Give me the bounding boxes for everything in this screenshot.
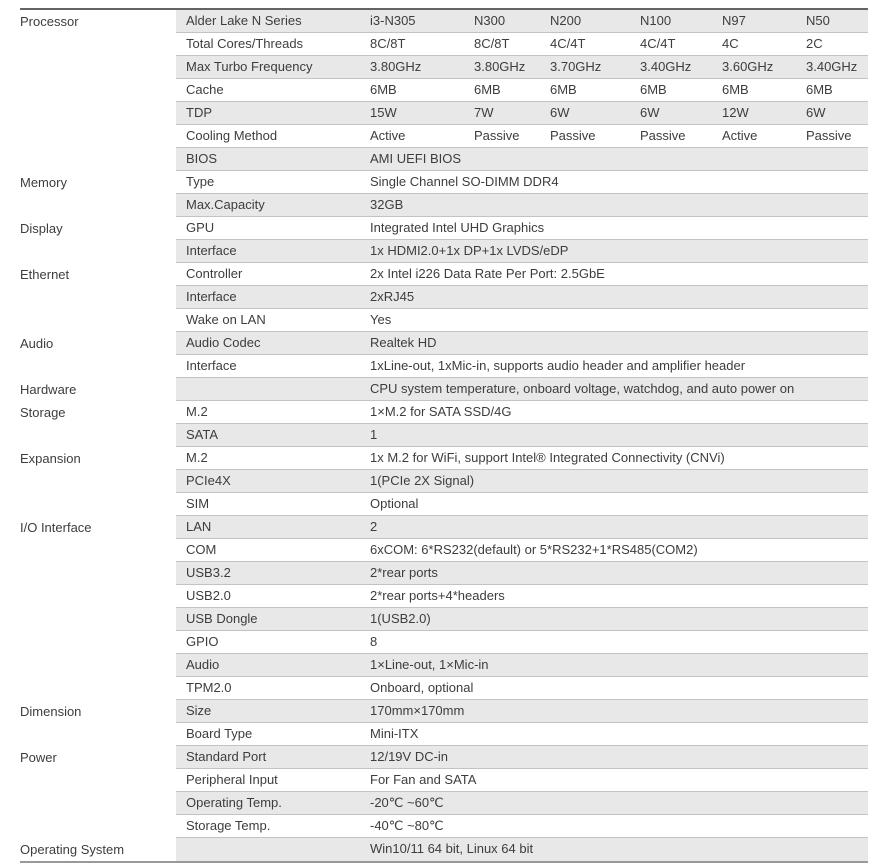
spec-key: GPU: [186, 220, 215, 235]
category-label: Storage: [20, 401, 176, 424]
category-label: I/O Interface: [20, 516, 176, 539]
spec-value: 1(PCIe 2X Signal): [370, 473, 475, 488]
spec-values: [370, 217, 868, 239]
spec-row-band: [176, 585, 868, 608]
spec-row-band: [176, 263, 868, 286]
category-spacer: [20, 355, 176, 378]
category-spacer: [20, 286, 176, 309]
category-label: Operating System: [20, 838, 176, 861]
category-label: Audio: [20, 332, 176, 355]
spec-values: [370, 608, 868, 630]
spec-key: USB Dongle: [186, 611, 258, 626]
spec-key: USB2.0: [186, 588, 231, 603]
spec-row-band: [176, 171, 868, 194]
spec-value: N97: [722, 13, 746, 28]
spec-value: 12W: [722, 105, 749, 120]
spec-row-band: [176, 309, 868, 332]
spec-values: [370, 332, 868, 354]
spec-values: [370, 401, 868, 423]
spec-row: [20, 194, 868, 217]
spec-key: Total Cores/Threads: [186, 36, 304, 51]
spec-value: Passive: [806, 128, 852, 143]
spec-row-band: [176, 539, 868, 562]
spec-key: SIM: [186, 496, 210, 511]
spec-row-band: [176, 10, 868, 33]
spec-key: Interface: [186, 358, 237, 373]
spec-values: [370, 33, 868, 55]
spec-row: [20, 769, 868, 792]
spec-row: [20, 447, 868, 470]
spec-value: 8C/8T: [370, 36, 406, 51]
category-spacer: [20, 79, 176, 102]
category-spacer: [20, 654, 176, 677]
spec-row: [20, 585, 868, 608]
spec-values: [370, 654, 868, 676]
spec-key: M.2: [186, 404, 208, 419]
spec-values: [370, 585, 868, 607]
spec-key: COM: [186, 542, 217, 557]
spec-value: Realtek HD: [370, 335, 437, 350]
category-spacer: [20, 56, 176, 79]
spec-value: N50: [806, 13, 830, 28]
spec-row: [20, 125, 868, 148]
spec-value: 4C/4T: [640, 36, 676, 51]
spec-value: N100: [640, 13, 672, 28]
spec-values: [370, 10, 868, 32]
spec-value: 6MB: [550, 82, 577, 97]
spec-value: 6MB: [640, 82, 667, 97]
spec-row-band: [176, 148, 868, 171]
spec-row-band: [176, 654, 868, 677]
spec-row-band: [176, 33, 868, 56]
spec-key: BIOS: [186, 151, 218, 166]
spec-value: Active: [722, 128, 758, 143]
spec-key: Storage Temp.: [186, 818, 271, 833]
spec-row-band: [176, 516, 868, 539]
spec-row: [20, 792, 868, 815]
spec-row: [20, 838, 868, 861]
spec-value: 3.40GHz: [806, 59, 858, 74]
spec-value: 2C: [806, 36, 823, 51]
spec-row-band: [176, 792, 868, 815]
spec-values: [370, 79, 868, 101]
spec-row: [20, 700, 868, 723]
spec-values: [370, 815, 868, 837]
category-spacer: [20, 769, 176, 792]
spec-row: [20, 815, 868, 838]
category-spacer: [20, 493, 176, 516]
spec-value: 170mm×170mm: [370, 703, 465, 718]
spec-row: [20, 493, 868, 516]
spec-value: 2*rear ports: [370, 565, 438, 580]
spec-values: [370, 102, 868, 124]
spec-key: USB3.2: [186, 565, 231, 580]
spec-row: [20, 240, 868, 263]
spec-row-band: [176, 562, 868, 585]
spec-value: N200: [550, 13, 582, 28]
spec-values: [370, 309, 868, 331]
category-spacer: [20, 424, 176, 447]
spec-row-band: [176, 493, 868, 516]
spec-value: Active: [370, 128, 406, 143]
spec-row: [20, 401, 868, 424]
spec-values: [370, 700, 868, 722]
category-label: Memory: [20, 171, 176, 194]
spec-key: Size: [186, 703, 212, 718]
spec-values: [370, 539, 868, 561]
category-spacer: [20, 240, 176, 263]
spec-value: Integrated Intel UHD Graphics: [370, 220, 545, 235]
category-label: Power: [20, 746, 176, 769]
category-spacer: [20, 309, 176, 332]
spec-row: [20, 746, 868, 769]
spec-key: [176, 838, 370, 861]
spec-values: [370, 171, 868, 193]
spec-row: [20, 171, 868, 194]
spec-row: [20, 723, 868, 746]
spec-key: Interface: [186, 289, 237, 304]
spec-values: [370, 838, 868, 861]
spec-row: [20, 263, 868, 286]
spec-row: [20, 355, 868, 378]
spec-value: Single Channel SO-DIMM DDR4: [370, 174, 559, 189]
category-spacer: [20, 33, 176, 56]
spec-row-band: [176, 102, 868, 125]
spec-values: [370, 746, 868, 768]
spec-values: [370, 769, 868, 791]
spec-value: 1: [370, 427, 378, 442]
category-spacer: [20, 815, 176, 838]
spec-row-band: [176, 700, 868, 723]
spec-row: [20, 654, 868, 677]
spec-row: [20, 217, 868, 240]
spec-row: [20, 631, 868, 654]
spec-row-band: [176, 286, 868, 309]
spec-row-band: [176, 332, 868, 355]
spec-values: [370, 56, 868, 78]
category-label: Hardware: [20, 378, 176, 401]
spec-row-band: [176, 769, 868, 792]
category-spacer: [20, 608, 176, 631]
category-label: Expansion: [20, 447, 176, 470]
category-spacer: [20, 148, 176, 171]
spec-key: Board Type: [186, 726, 253, 741]
spec-key: Audio Codec: [186, 335, 261, 350]
spec-key: Max Turbo Frequency: [186, 59, 313, 74]
category-label: Display: [20, 217, 176, 240]
spec-key: TDP: [186, 105, 212, 120]
spec-key: Interface: [186, 243, 237, 258]
spec-values: [370, 470, 868, 492]
spec-row-band: [176, 608, 868, 631]
spec-value: 4C: [722, 36, 739, 51]
spec-value: CPU system temperature, onboard voltage, watchdog, and auto power on: [370, 381, 795, 396]
spec-row: [20, 516, 868, 539]
spec-key: Wake on LAN: [186, 312, 266, 327]
spec-value: AMI UEFI BIOS: [370, 151, 462, 166]
spec-value: 6MB: [474, 82, 501, 97]
category-spacer: [20, 585, 176, 608]
spec-value: For Fan and SATA: [370, 772, 477, 787]
spec-key: Operating Temp.: [186, 795, 282, 810]
category-spacer: [20, 631, 176, 654]
spec-value: 1xLine-out, 1xMic-in, supports audio header and amplifier header: [370, 358, 746, 373]
spec-row: [20, 286, 868, 309]
spec-value: 6W: [640, 105, 660, 120]
spec-row: [20, 424, 868, 447]
spec-value: 15W: [370, 105, 397, 120]
category-spacer: [20, 125, 176, 148]
spec-value: N300: [474, 13, 506, 28]
spec-value: 3.60GHz: [722, 59, 774, 74]
spec-value: 8: [370, 634, 378, 649]
spec-value: 4C/4T: [550, 36, 586, 51]
spec-key: Peripheral Input: [186, 772, 278, 787]
category-spacer: [20, 677, 176, 700]
spec-row-band: [176, 125, 868, 148]
spec-value: 3.40GHz: [640, 59, 692, 74]
spec-row-band: [176, 240, 868, 263]
category-spacer: [20, 539, 176, 562]
spec-key: [176, 378, 370, 400]
category-spacer: [20, 723, 176, 746]
spec-value: i3-N305: [370, 13, 416, 28]
spec-values: [370, 148, 868, 170]
spec-row: [20, 309, 868, 332]
spec-key: Audio: [186, 657, 220, 672]
spec-row: [20, 562, 868, 585]
spec-row-band: [176, 470, 868, 493]
spec-key: M.2: [186, 450, 208, 465]
spec-values: [370, 240, 868, 262]
spec-value: Yes: [370, 312, 392, 327]
spec-values: [370, 677, 868, 699]
spec-values: [370, 723, 868, 745]
spec-values: [370, 562, 868, 584]
spec-values: [370, 286, 868, 308]
spec-row-band: [176, 723, 868, 746]
spec-values: [370, 424, 868, 446]
spec-row-band: [176, 355, 868, 378]
spec-key: Cache: [186, 82, 224, 97]
spec-value: 6xCOM: 6*RS232(default) or 5*RS232+1*RS485(COM2): [370, 542, 698, 557]
spec-values: [370, 631, 868, 653]
spec-values: [370, 493, 868, 515]
spec-value: 2x Intel i226 Data Rate Per Port: 2.5GbE: [370, 266, 605, 281]
spec-key: SATA: [186, 427, 219, 442]
spec-value: 12/19V DC-in: [370, 749, 449, 764]
spec-value: Win10/11 64 bit, Linux 64 bit: [370, 841, 534, 856]
spec-value: Passive: [550, 128, 596, 143]
spec-value: 32GB: [370, 197, 404, 212]
spec-row: [20, 33, 868, 56]
specification-table: [20, 8, 868, 863]
category-label: Ethernet: [20, 263, 176, 286]
spec-row: [20, 608, 868, 631]
spec-row-band: [176, 79, 868, 102]
spec-key: GPIO: [186, 634, 219, 649]
spec-value: 2: [370, 519, 378, 534]
spec-key: Controller: [186, 266, 243, 281]
spec-row-band: [176, 194, 868, 217]
spec-value: Onboard, optional: [370, 680, 474, 695]
spec-key: LAN: [186, 519, 212, 534]
spec-values: [370, 516, 868, 538]
spec-value: 1x HDMI2.0+1x DP+1x LVDS/eDP: [370, 243, 569, 258]
spec-values: [370, 194, 868, 216]
spec-row: [20, 332, 868, 355]
spec-key: Alder Lake N Series: [186, 13, 302, 28]
spec-value: Passive: [474, 128, 520, 143]
category-label: Processor: [20, 10, 176, 33]
spec-value: 6MB: [370, 82, 397, 97]
spec-value: 2xRJ45: [370, 289, 415, 304]
spec-value: Optional: [370, 496, 419, 511]
spec-value: 6MB: [806, 82, 833, 97]
category-spacer: [20, 470, 176, 493]
spec-value: 6W: [550, 105, 570, 120]
spec-row: [20, 102, 868, 125]
spec-key: Standard Port: [186, 749, 267, 764]
spec-row: [20, 470, 868, 493]
spec-row: [20, 378, 868, 401]
spec-row: [20, 56, 868, 79]
spec-value: 3.70GHz: [550, 59, 602, 74]
spec-value: 6W: [806, 105, 826, 120]
spec-row-band: [176, 56, 868, 79]
spec-values: [370, 125, 868, 147]
spec-value: 1(USB2.0): [370, 611, 431, 626]
spec-row: [20, 539, 868, 562]
spec-key: Cooling Method: [186, 128, 278, 143]
spec-row: [20, 79, 868, 102]
spec-row-band: [176, 838, 868, 861]
spec-key: TPM2.0: [186, 680, 232, 695]
spec-row-band: [176, 217, 868, 240]
spec-row-band: [176, 815, 868, 838]
category-spacer: [20, 194, 176, 217]
spec-value: 1×M.2 for SATA SSD/4G: [370, 404, 512, 419]
spec-value: -40℃ ~80℃: [370, 818, 444, 833]
spec-value: Mini-ITX: [370, 726, 419, 741]
spec-key: Type: [186, 174, 215, 189]
spec-row-band: [176, 677, 868, 700]
spec-row-band: [176, 631, 868, 654]
spec-row: [20, 148, 868, 171]
spec-row-band: [176, 424, 868, 447]
spec-value: 6MB: [722, 82, 749, 97]
category-spacer: [20, 792, 176, 815]
spec-value: 3.80GHz: [474, 59, 526, 74]
spec-key: PCIe4X: [186, 473, 231, 488]
spec-values: [370, 447, 868, 469]
spec-key: Max.Capacity: [186, 197, 265, 212]
spec-value: 3.80GHz: [370, 59, 422, 74]
spec-row-band: [176, 401, 868, 424]
category-spacer: [20, 102, 176, 125]
spec-value: 7W: [474, 105, 494, 120]
spec-row-band: [176, 378, 868, 401]
category-label: Dimension: [20, 700, 176, 723]
spec-value: 8C/8T: [474, 36, 510, 51]
spec-value: 1x M.2 for WiFi, support Intel® Integrated Connectivity (CNVi): [370, 450, 725, 465]
spec-values: [370, 263, 868, 285]
spec-values: [370, 378, 868, 400]
spec-row-band: [176, 447, 868, 470]
spec-row: [20, 677, 868, 700]
spec-values: [370, 792, 868, 814]
spec-value: 1×Line-out, 1×Mic-in: [370, 657, 489, 672]
spec-values: [370, 355, 868, 377]
category-spacer: [20, 562, 176, 585]
spec-row: [20, 10, 868, 33]
spec-row-band: [176, 746, 868, 769]
spec-value: 2*rear ports+4*headers: [370, 588, 505, 603]
spec-value: -20℃ ~60℃: [370, 795, 444, 810]
spec-value: Passive: [640, 128, 686, 143]
